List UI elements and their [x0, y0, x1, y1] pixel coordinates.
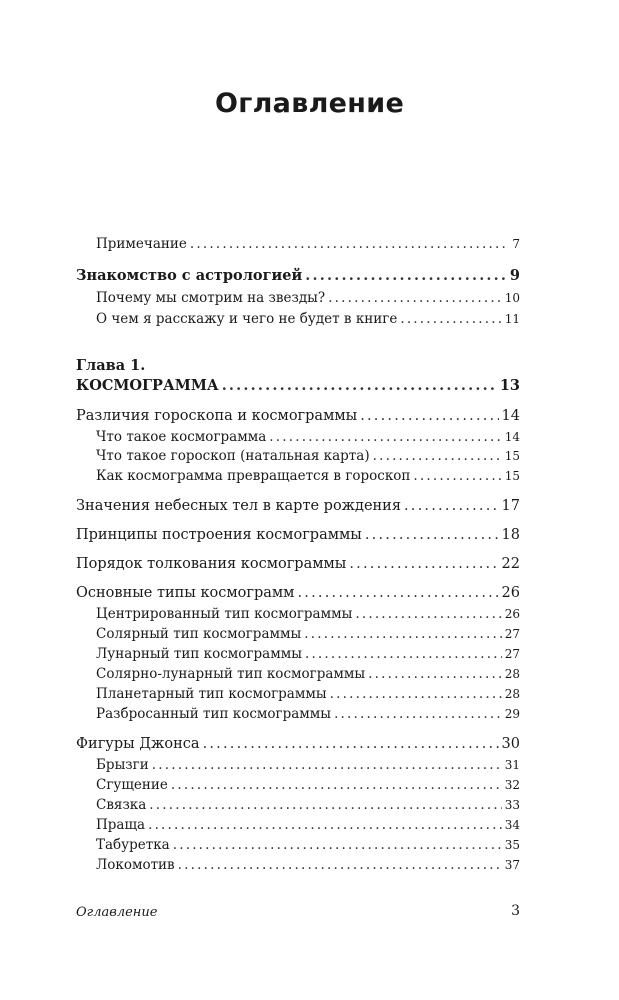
- toc-section-entry[interactable]: [76, 408, 520, 424]
- dot-leader: [222, 377, 497, 394]
- toc-entry-label: Почему мы смотрим на звезды?: [96, 290, 326, 306]
- toc-section-entry[interactable]: [76, 585, 520, 601]
- toc-entry[interactable]: [96, 468, 520, 484]
- toc-entry-label: Порядок толкования космограммы: [76, 556, 347, 572]
- dot-leader: [304, 626, 501, 642]
- toc-entry-page: 26: [501, 585, 520, 601]
- toc-entry-label: Что такое космограмма: [96, 429, 267, 445]
- toc-entry[interactable]: [96, 626, 520, 642]
- chapter-heading: Глава 1.: [76, 357, 146, 374]
- toc-entry-label: Сгущение: [96, 777, 168, 793]
- toc-entry-page: 10: [504, 291, 520, 305]
- dot-leader: [404, 498, 499, 514]
- toc-entry-label: О чем я расскажу и чего не будет в книге: [96, 311, 398, 327]
- toc-entry-label: Локомотив: [96, 857, 175, 873]
- dot-leader: [355, 606, 501, 622]
- toc-entry-label: Различия гороскопа и космограммы: [76, 408, 358, 424]
- toc-entry[interactable]: [96, 817, 520, 833]
- toc-entry-page: 22: [501, 556, 520, 572]
- toc-entry[interactable]: [96, 606, 520, 622]
- dot-leader: [413, 468, 501, 484]
- toc-entry-label: КОСМОГРАММА: [76, 377, 219, 394]
- dot-leader: [190, 236, 509, 252]
- toc-entry-label: Солярный тип космограммы: [96, 626, 302, 642]
- toc-entry-page: 27: [504, 647, 520, 661]
- toc-entry[interactable]: [96, 706, 520, 722]
- toc-section-entry[interactable]: [76, 267, 520, 284]
- dot-leader: [203, 736, 499, 752]
- dot-leader: [171, 777, 502, 793]
- dot-leader: [149, 797, 501, 813]
- toc-entry-label: Табуретка: [96, 837, 170, 853]
- dot-leader: [334, 706, 502, 722]
- toc-entry-page: 11: [504, 312, 520, 326]
- toc-entry-page: 17: [501, 498, 520, 514]
- toc-section-entry[interactable]: [76, 527, 520, 543]
- toc-entry[interactable]: [96, 837, 520, 853]
- toc-entry-page: 14: [501, 408, 520, 424]
- toc-entry[interactable]: [96, 857, 520, 873]
- dot-leader: [330, 686, 502, 702]
- toc-entry-page: 34: [504, 818, 520, 832]
- toc-entry-page: 29: [504, 707, 520, 721]
- toc-entry-page: 14: [504, 430, 520, 444]
- toc-chapter-entry[interactable]: [76, 377, 520, 394]
- dot-leader: [152, 757, 502, 773]
- page-number: 3: [511, 903, 520, 919]
- toc-entry[interactable]: [96, 448, 520, 464]
- toc-entry-page: 9: [509, 267, 520, 284]
- toc-entry-page: 26: [504, 607, 520, 621]
- toc-entry-page: 27: [504, 627, 520, 641]
- dot-leader: [365, 527, 499, 543]
- toc-entry[interactable]: [96, 777, 520, 793]
- toc-entry-page: 35: [504, 838, 520, 852]
- toc-entry-label: Значения небесных тел в карте рождения: [76, 498, 401, 514]
- toc-entry[interactable]: [96, 311, 520, 327]
- toc-entry-label: Как космограмма превращается в гороскоп: [96, 468, 411, 484]
- toc-entry-label: Связка: [96, 797, 147, 813]
- toc-entry-page: 30: [501, 736, 520, 752]
- toc-entry[interactable]: [96, 797, 520, 813]
- toc-entry[interactable]: [96, 429, 520, 445]
- dot-leader: [349, 556, 498, 572]
- toc-entry[interactable]: [96, 290, 520, 306]
- toc-entry-page: 28: [504, 667, 520, 681]
- toc-entry-page: 37: [504, 858, 520, 872]
- toc-entry-page: 28: [504, 687, 520, 701]
- dot-leader: [328, 290, 502, 306]
- toc-entry-label: Разбросанный тип космограммы: [96, 706, 332, 722]
- toc-entry-label: Примечание: [96, 236, 187, 252]
- toc-entry-page: 32: [504, 778, 520, 792]
- toc-entry[interactable]: [96, 686, 520, 702]
- toc-entry-page: 7: [512, 237, 520, 251]
- toc-entry-label: Основные типы космограмм: [76, 585, 295, 601]
- toc-entry-label: Фигуры Джонса: [76, 736, 200, 752]
- dot-leader: [173, 837, 502, 853]
- toc-entry-label: Знакомство с астрологией: [76, 267, 303, 284]
- toc-section-entry[interactable]: [76, 736, 520, 752]
- toc-entry-label: Солярно-лунарный тип космограммы: [96, 666, 366, 682]
- toc-entry-page: 15: [504, 449, 520, 463]
- toc-entry-label: Центрированный тип космограммы: [96, 606, 353, 622]
- toc-entry[interactable]: [96, 236, 520, 252]
- running-footer-section: Оглавление: [76, 905, 158, 920]
- dot-leader: [360, 408, 498, 424]
- toc-entry-page: 33: [504, 798, 520, 812]
- toc-entry-label: Планетарный тип космограммы: [96, 686, 327, 702]
- page-title: Оглавление: [214, 88, 405, 119]
- toc-entry-page: 13: [499, 377, 520, 394]
- dot-leader: [148, 817, 502, 833]
- toc-entry-label: Праща: [96, 817, 146, 833]
- toc-entry[interactable]: [96, 666, 520, 682]
- toc-entry-label: Принципы построения космограммы: [76, 527, 362, 543]
- toc-entry-label: Что такое гороскоп (натальная карта): [96, 448, 370, 464]
- toc-section-entry[interactable]: [76, 556, 520, 572]
- dot-leader: [373, 448, 502, 464]
- dot-leader: [178, 857, 502, 873]
- dot-leader: [297, 585, 498, 601]
- toc-entry-page: 15: [504, 469, 520, 483]
- toc-entry-page: 31: [504, 758, 520, 772]
- dot-leader: [400, 311, 501, 327]
- dot-leader: [305, 267, 507, 284]
- toc-entry[interactable]: [96, 646, 520, 662]
- dot-leader: [368, 666, 502, 682]
- toc-entry[interactable]: [96, 757, 520, 773]
- toc-entry-page: 18: [501, 527, 520, 543]
- dot-leader: [305, 646, 502, 662]
- toc-entry-label: Брызги: [96, 757, 149, 773]
- toc-section-entry[interactable]: [76, 498, 520, 514]
- dot-leader: [269, 429, 501, 445]
- toc-entry-label: Лунарный тип космограммы: [96, 646, 302, 662]
